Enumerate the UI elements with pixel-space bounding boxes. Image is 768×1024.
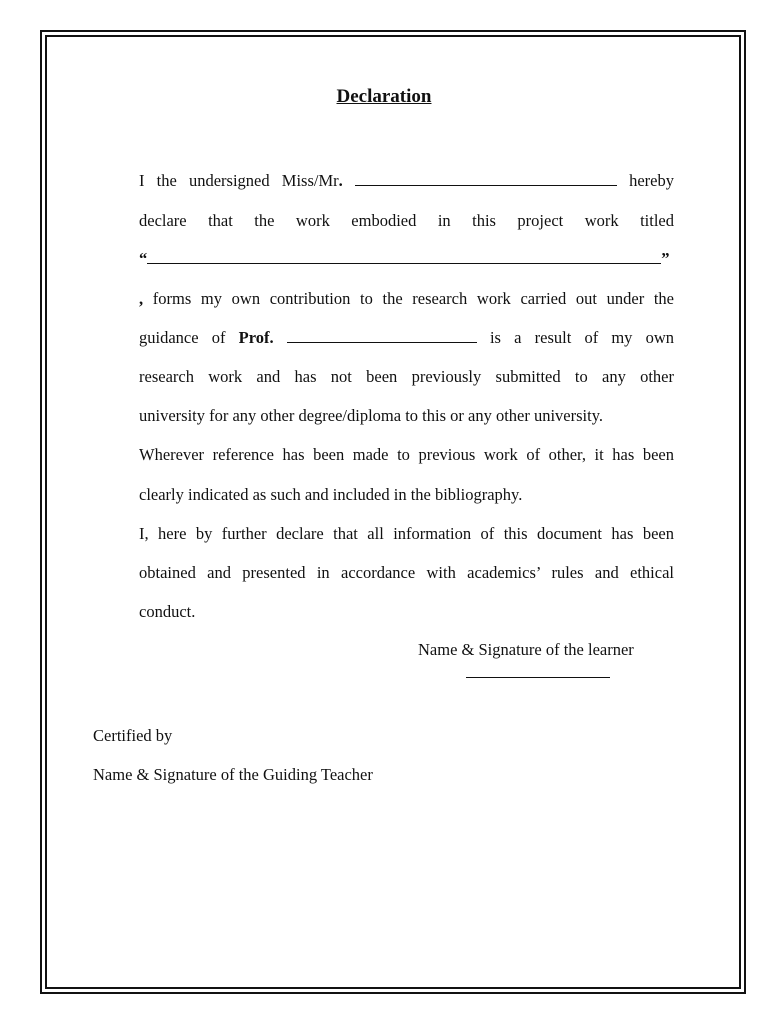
undersigned-text: I the undersigned Miss/Mr [139, 171, 339, 190]
page-title: Declaration [336, 86, 432, 107]
hereby-text: hereby [629, 171, 675, 190]
student-name-blank[interactable] [355, 170, 617, 186]
declaration-line-2: declare that the work embodied in this project work titled [139, 211, 674, 230]
declaration-line-4 [139, 288, 674, 310]
declaration-line-7: university for any other degree/diploma to this or any other university. [139, 406, 604, 425]
undersigned-dot: . [338, 171, 343, 190]
contribution-text: forms my own contribution to the research work carried out under the [152, 289, 674, 308]
result-text: is a result of my own [489, 328, 675, 347]
declaration-line-1 [139, 170, 674, 192]
reference-line-1: Wherever reference has been made to previous work of other, it has been [139, 445, 674, 464]
open-quote: “ [139, 249, 148, 268]
declaration-line-6: research work and has not been previously submitted to any other [139, 367, 674, 386]
teacher-signature-label: Name & Signature of the Guiding Teacher [93, 765, 373, 784]
declaration-line-5 [139, 327, 674, 349]
prof-label: Prof. [238, 328, 274, 347]
guidance-text: guidance of [139, 328, 226, 347]
close-quote: ” [661, 249, 670, 268]
further-declare-line-2: obtained and presented in accordance with academics’ rules and ethical [139, 563, 674, 582]
further-declare-line-1: I, here by further declare that all information of this document has been [139, 524, 674, 543]
certified-by-label: Certified by [93, 726, 173, 745]
learner-signature-line[interactable] [466, 677, 610, 678]
reference-line-2: clearly indicated as such and included in the bibliography. [139, 485, 523, 504]
further-declare-line-3: conduct. [139, 602, 196, 621]
comma-mark: , [139, 289, 144, 308]
project-title-blank[interactable] [147, 248, 661, 264]
guide-name-blank[interactable] [287, 327, 477, 343]
learner-signature-label: Name & Signature of the learner [418, 640, 634, 659]
declaration-line-3 [139, 248, 674, 270]
